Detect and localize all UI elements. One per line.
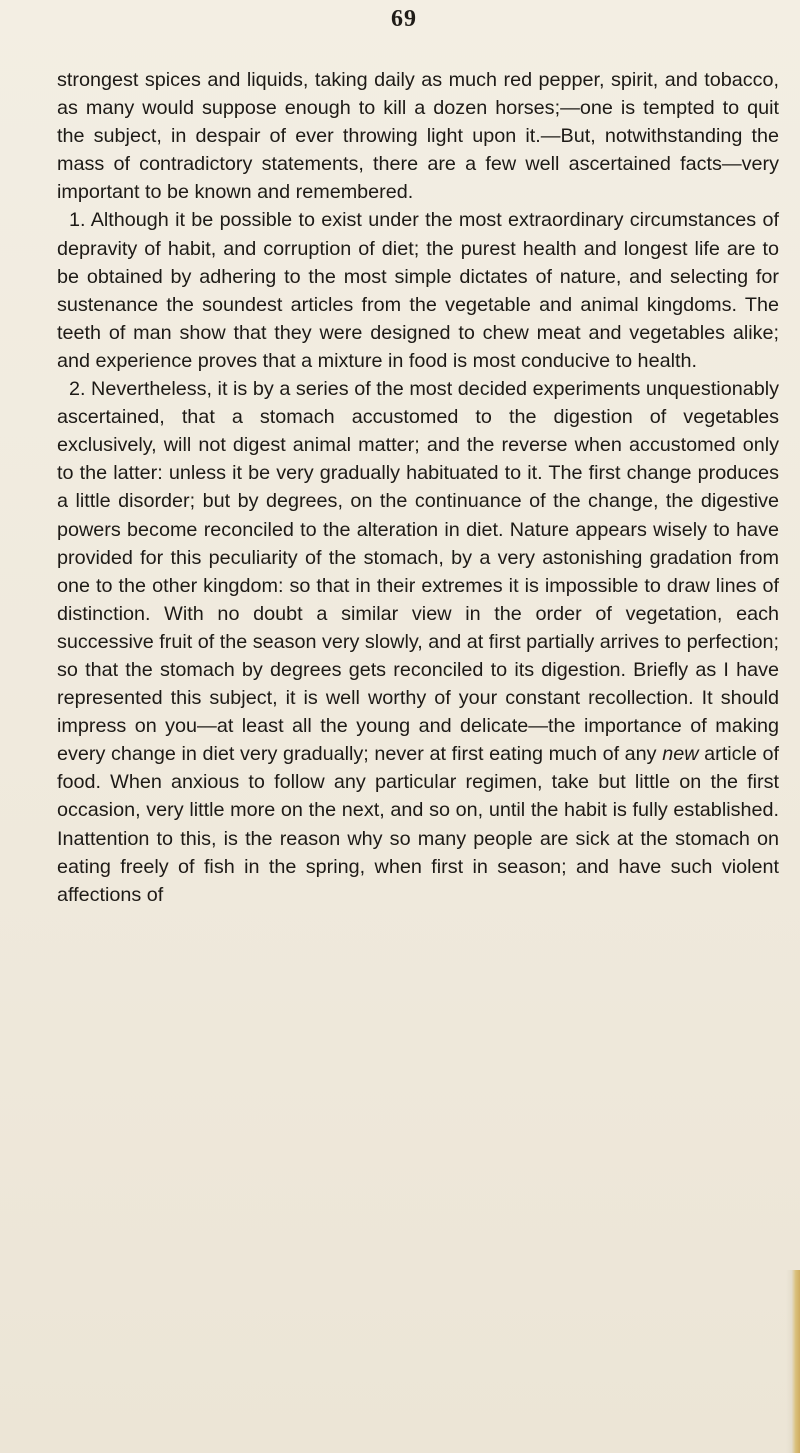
paragraph-2 [57,375,779,909]
paragraph-1: 1. Although it be possible to exist under the most extraordinary circumstances of depravity of habit, and corruption of diet; the purest health and longest life are to be obtained by adhering to the most simple dictates of nature, and selecting for sustenance the soundest articles from the vegetable and animal kingdoms. The teeth of man show that they were designed to chew meat and vegetables alike; and experience proves that a mixture in food is most conducive to health. [57,209,779,372]
body-text [57,66,779,909]
paragraph-continuation: strongest spices and liquids, taking daily as much red pepper, spirit, and tobacco, as many would suppose enough to kill a dozen horses;—one is tempted to quit the subject, in despair of ever throwing light upon it.—But, notwithstanding the mass of contradictory statements, there are a few well ascertained facts—very important to be known and remembered. [57,69,779,204]
page-number: 69 [391,6,417,32]
paragraph-2-emphasis: new [662,743,699,766]
paragraph-2-text-before: 2. Nevertheless, it is by a series of the most decided experiments unquestionably ascertained, that a stomach accustomed to the digestion of vegetables exclusively, will not digest animal matter; and the reverse when accustomed only to the latter: unless it be very gradually habituated to it. The first change produces a little disorder; but by degrees, on the continuance of the change, the digestive powers become reconciled to the alteration in diet. Nature appears wisely to have provided for this peculiarity of the stomach, by a very astonishing gradation from one to the other kingdom: so that in their extremes it is impossible to draw lines of distinction. With no doubt a similar view in the order of vegetation, each successive fruit of the season very slowly, and at first partially arrives to perfection; so that the stomach by degrees gets reconciled to its digestion. Briefly as I have represented this subject, it is well worthy of your constant recollection. It should impress on you—at least all the young and delicate—the importance of making every change in diet very gradually; never at first eating much of any [57,378,779,766]
paragraph-2-text-after: article of food. When anxious to follow any particular regimen, take but little on the first occasion, very little more on the next, and so on, until the habit is fully established. Inattention to this, is the reason why so many people are sick at the stomach on eating freely of fish in the spring, when first in season; and have such violent affections of [57,743,779,906]
page-edge-shadow [786,1270,800,1453]
